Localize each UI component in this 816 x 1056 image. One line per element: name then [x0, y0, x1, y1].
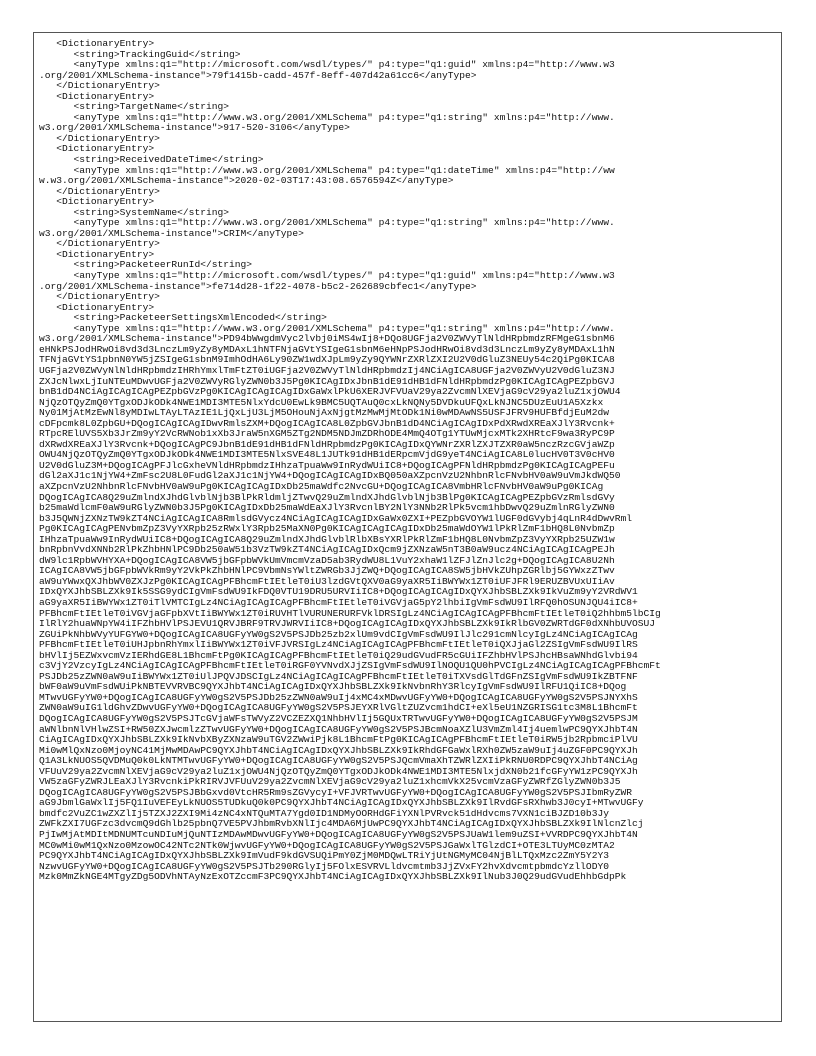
xml-text-line: <string>PacketeerSettingsXmlEncoded</string> [39, 313, 327, 324]
xml-text-line: Ny01MjAtMzEwNl8yMDIwLTAyLTAzIE1LjQxLjU3LjM5OHouNjAxNjgtMzMwMjMtODk1Ni0wMDAwNS5USFJFRV9HUFBfdjEuM2dw [39, 408, 609, 419]
xml-text-line: bnRpbnVvdXNNb2RlPkZhbHNlPC9Db250aW51b3VzTW9kZT4NCiAgICAgIDxQcm9jZXNzaW5nT3B0aW9ucz4NCiAgICAgICAgPEJh [39, 545, 615, 556]
xml-text-line: IDxQYXJhbSBLZXk9Ik5SSG9ydCIgVmFsdWU9IkFDQ0VTU19DRU5URVIiIC8+DQogICAgICAgIDxQYXJhbSBLZXk9IkVuZm9yY2VRdWV1 [39, 587, 638, 598]
xml-text-line: <anyType xmlns:q1="http://www.w3.org/2001/XMLSchema" p4:type="q1:string" xmlns:p4="http://www. [39, 112, 615, 123]
xml-text-line: PFBhcmFtIEtleT0iVGVjaGFpbXVtIiBWYWx1ZT0iRUVHTlVURUNERURFVklDRSIgLz4NCiAgICAgICAgPFBhcmFtIEtleT0iQ2hhbm5lbCIg [39, 608, 661, 619]
xml-text-line: <DictionaryEntry> [39, 91, 155, 102]
xml-text-line: IHhzaTpuaWw9InRydWUiIC8+DQogICAgICA8Q29uZmlndXJhdGlvblRlbXBsYXRlPkRlZmF1bHQ8L0NvbmZpZ3VyYXRpb25UZW1w [39, 534, 615, 545]
xml-text-line: aWNlbnNlVHlwZSI+RW50ZXJwcmlzZTwvUGFyYW0+DQogICAgICA8UGFyYW0gS2V5PSJBcmNoaXZlU3VmZml4Ij4uemlwPC9QYXJhbT4N [39, 724, 638, 735]
xml-text-line: ICAgICA8VW5jbGFpbWVkRm9yY2VkPkZhbHNlPC9VbmNsYWltZWRGb3JjZWQ+DQogICAgICA8SW5jbHVkZUhpZGRlbj5GYWxzZTwv [39, 566, 615, 577]
xml-text-line: TFNjaGVtYS1pbnN0YW5jZSIgeG1sbnM9ImhOdHA6Ly90ZW1wdXJpLm9yZy9QYWNrZXRlZXI2U2V0dGluZ3NEUy54c2QiPg0KICA8 [39, 355, 615, 366]
xml-text-line: <DictionaryEntry> [39, 144, 155, 155]
xml-text-block [39, 39, 777, 883]
xml-text-line: OWU4NjQzOTQyZmQ0YTgxODJkODk4NWE1MDI3MTE5NlxSVE48L1JUTk91dHB1dERpcmVjdG9yeT4NCiAgICA8L0lucHV0T3V0cHV0 [39, 450, 615, 461]
xml-text-line: <anyType xmlns:q1="http://www.w3.org/2001/XMLSchema" p4:type="q1:dateTime" xmlns:p4="http://ww [39, 165, 615, 176]
xml-text-line: <string>TrackingGuid</string> [39, 49, 241, 60]
xml-text-line: PjIwMjAtMDItMDNUMTcuNDIuMjQuNTIzMDAwMDwvUGFyYW0+DQogICAgICA8UGFyYW0gS2V5PSJUaW1lem9uZSI+VVRDPC9QYXJhbT4N [39, 830, 638, 841]
xml-text-line: PSJDb25zZWN0aW9uIiBWYWx1ZT0iUlJPQVJDSCIgLz4NCiAgICAgICAgPFBhcmFtIEtleT0iTXVsdGlTdGFnZSIgVmFsdWU9IkZBTFNF [39, 671, 638, 682]
xml-text-line: eHNkPSJodHRwOi8vd3d3LnczLm9yZy8yMDAxL1hNTFNjaGVtYSIgeG1sbnM6eHNpPSJodHRwOi8vd3d3LnczLm9yZy8yMDAxL1hN [39, 344, 615, 355]
xml-text-line: Mi0wMlQxNzo0MjoyNC41MjMwMDAwPC9QYXJhbT4NCiAgICAgIDxQYXJhbSBLZXk9IkRhdGFGaWxlRXh0ZW5zaW9uIj4uZGF0PC9QYXJh [39, 745, 638, 756]
xml-text-line: ZXJcNlwxLjIuNTEuMDwvUGFja2V0ZWVyRGlyZWN0b3J5Pg0KICAgIDxJbnB1dE91dHB1dFNldHRpbmdzPg0KICAgICAgPEZpbGVJ [39, 376, 615, 387]
xml-text-line: Mzk0MmZkNGE4MTgyZDg5ODVhNTAyNzExOTZccmF3PC9QYXJhbT4NCiAgICAgIDxQYXJhbSBLZXk9IlNub3J0Q29udGVudEhhbGdpPk [39, 872, 627, 883]
xml-text-line: MC0wMi0wM1QxNzo0MzowOC42NTc2NTk0WjwvUGFyYW0+DQogICAgICA8UGFyYW0gS2V5PSJGaWxlTGlzdCI+OTE3LTUyMC0zMTA2 [39, 840, 615, 851]
xml-text-line: aG9JbmlGaWxlIj5FQ1IuVEFEyLkNUOS5TUDkuQ0k0PC9QYXJhbT4NCiAgICAgIDxQYXJhbSBLZXk9IlRvdGFsRXhwb3J0cyI+MTwvUGFy [39, 798, 644, 809]
document-frame [33, 32, 782, 1022]
xml-text-line: <anyType xmlns:q1="http://microsoft.com/wsdl/types/" p4:type="q1:guid" xmlns:p4="http://www.w3 [39, 271, 615, 282]
xml-text-line: <anyType xmlns:q1="http://www.w3.org/2001/XMLSchema" p4:type="q1:string" xmlns:p4="http://www. [39, 218, 615, 229]
xml-text-line: bHVlIj5EZWxvcmVzIERhdGE8L1BhcmFtPg0KICAgICAgPFBhcmFtIEtleT0iQ29udGVudFR5cGUiIFZhbHVlPSJhcHBsaWNhdGlvbi94 [39, 650, 638, 661]
xml-text-line: </DictionaryEntry> [39, 81, 160, 92]
xml-text-line: dXRwdXREaXJlY3Rvcnk+DQogICAgPC9JbnB1dE91dHB1dFNldHRpbmdzPg0KICAgIDxQYWNrZXRlZXJTZXR0aW5nczRzcGVjaWZp [39, 439, 615, 450]
xml-text-line: Q1A3LkNUOS5QVDMuQ0k0LkNTMTwvUGFyYW0+DQogICAgICA8UGFyYW0gS2V5PSJQcmVmaXhTZWRlZXIiPkRNU0RDPC9QYXJhbT4NCiAg [39, 756, 638, 767]
xml-text-line: UGFja2V0ZWVyNlNldHRpbmdzIHRhYmxlTmFtZT0iUGFja2V0ZWVyTlNldHRpbmdzIj4NCiAgICA8UGFja2V0ZWVyU2V0dGluZ3NJ [39, 365, 615, 376]
xml-text-line: DQogICAgICA8UGFyYW0gS2V5PSJBbGxvd0VtcHR5Rm9sZGVycyI+VFJVRTwvUGFyYW0+DQogICAgICA8UGFyYW0gS2V5PSJIbmRyZWR [39, 787, 632, 798]
xml-text-line: ZGUiPkNhbWVyYUFGYW0+DQogICAgICA8UGFyYW0gS2V5PSJDb25zb2xlUm9vdCIgVmFsdWU9IlJlc291cmNlcyIgLz4NCiAgICAgICAg [39, 629, 638, 640]
xml-text-line: w3.org/2001/XMLSchema-instance">CRIM</anyType> [39, 228, 304, 239]
xml-text-line: </DictionaryEntry> [39, 292, 160, 303]
xml-text-line: RTpcRElUVS5Xb3JrZm9yY2VcRWNob1xXb3JraW5nXGM5ZTg2NDM5NDJmZDRhODE4MmQ4OTg1YTUwMjcxMTk2XHRtcF9wa3RyPC9P [39, 429, 615, 440]
xml-text-line: dW9lc1RpbWVHYXA+DQogICAgICA8VW5jbGFpbWVkUmVmcmVzaD5ab3RydWU8L1VuY2xhaW1lZFJlZnJlc2g+DQogICAgICA8U2Nh [39, 555, 615, 566]
xml-text-line: bmdfc2VuZC1wZXZlIj5TZXJ2ZXI9Mi4zNC4xNTQuMTA7Ygd0ID1NDMyOORHdGFiYXNlPVRvck51dHdvcms7VXN1ciBJZD10b3Jy [39, 808, 609, 819]
xml-text-line: DQogICAgICA8UGFyYW0gS2V5PSJTcGVjaWFsTWVyZ2VCZEZXQ1NhbHVlIj5GQUxTRTwvUGFyYW0+DQogICAgICA8UGFyYW0gS2V5PSJM [39, 714, 638, 724]
xml-text-line: PC9QYXJhbT4NCiAgICAgIDxQYXJhbSBLZXk9ImVudF9kdGVSUQiPmY0ZjM0MDQwLTRiYjUtNGMyMC04NjBlLTQxMzc2ZmY5Y2Y3 [39, 851, 609, 862]
xml-text-line: <anyType xmlns:q1="http://microsoft.com/wsdl/types/" p4:type="q1:guid" xmlns:p4="http://www.w3 [39, 60, 615, 71]
xml-text-line: <anyType xmlns:q1="http://www.w3.org/2001/XMLSchema" p4:type="q1:string" xmlns:p4="http://www. [39, 323, 615, 334]
xml-text-line: PFBhcmFtIEtleT0iUHJpbnRhYmxlIiBWYWx1ZT0iVFJVRSIgLz4NCiAgICAgICAgPFBhcmFtIEtleT0iQXJjaGl2ZSIgVmFsdWU9IlRS [39, 640, 638, 651]
xml-text-line: <DictionaryEntry> [39, 39, 155, 49]
xml-text-line: <string>PacketeerRunId</string> [39, 260, 253, 271]
xml-text-line: ZWFkZXI7UGFzc3dvcmQ9dGhlb25pbnQ7VE5PVJhbmRvbXNlIjc4MDA6MjUwPC9QYXJhbT4NCiAgICAgIDxQYXJhbSBLZXk9IlNlcnZlcj [39, 819, 644, 830]
xml-text-line: dGl2aXJ1c1NjYW4+ZmFsc2U8L0FudGl2aXJ1c1NjYW4+DQogICAgICAgIDxBQ050aXZpcnVzU2NhbnRlcFNvbHV0aW9uVmJkdWQ50 [39, 471, 621, 482]
xml-text-line: IlRlY2huaWNpYW4iIFZhbHVlPSJEVU1QRVJBRF9TRVJWRVIiIC8+DQogICAgICAgIDxQYXJhbSBLZXk9IkRlbGV0ZWRTdGF0dXNhbUVOSUJ [39, 619, 656, 630]
xml-text-line: </DictionaryEntry> [39, 133, 160, 144]
xml-text-line: w.w3.org/2001/XMLSchema-instance">2020-02-03T17:43:08.6576594Z</anyType> [39, 176, 454, 187]
xml-text-line: U2V0dGluZ3M+DQogICAgPFJlcGxheVNldHRpbmdzIHhzaTpuaWw9InRydWUiIC8+DQogICAgPFNldHRpbmdzPg0KICAgICAgPEFu [39, 460, 615, 471]
xml-text-line: <string>SystemName</string> [39, 207, 229, 218]
xml-text-line: </DictionaryEntry> [39, 186, 160, 197]
xml-text-line: c3VjY2VzcyIgLz4NCiAgICAgICAgPFBhcmFtIEtleT0iRGF0YVNvdXJjZSIgVmFsdWU9IlNOQU1QU0hPVCIgLz4NCiAgICAgICAgPFBhcmFt [39, 661, 661, 672]
xml-text-line: <string>TargetName</string> [39, 102, 229, 113]
xml-text-line: DQogICAgICA8Q29uZmlndXJhdGlvblNjb3BlPkRldmljZTwvQ29uZmlndXJhdGlvblNjb3BlPg0KICAgICAgPEZpbGVzRmlsdGVy [39, 492, 615, 503]
xml-text-line: </DictionaryEntry> [39, 239, 160, 250]
xml-text-line: CiAgICAgIDxQYXJhbSBLZXk9IkNvbXByZXNzaW9uTGV2ZWwiPjk8L1BhcmFtPg0KICAgICAgPFBhcmFtIEtleT0iRW5jb2RpbmciPlVU [39, 735, 638, 746]
xml-text-line: ZWN0aW9uIG1ldGhvZDwvUGFyYW0+DQogICAgICA8UGFyYW0gS2V5PSJEYXRlVGltZUZvcm1hdCI+eXl5eU1NZGRISG1tc3M8L1BhcmFt [39, 703, 638, 714]
xml-text-line: VFUuV29ya2ZvcmNlXEVjaG9cV29ya2luZ1xjOWU4NjQzOTQyZmQ0YTgxODJkODk4NWE1MDI3MTE5NlxjdXN0b21fcGFyYW1zPC9QYXJh [39, 766, 638, 777]
xml-text-line: <string>ReceivedDateTime</string> [39, 155, 264, 166]
xml-text-line: <DictionaryEntry> [39, 249, 155, 260]
xml-text-line: .org/2001/XMLSchema-instance">fe714d28-1f22-4078-b5c2-262689cbfec1</anyType> [39, 281, 477, 292]
xml-text-line: aW9uYWwxQXJhbWV0ZXJzPg0KICAgICAgPFBhcmFtIEtleT0iU3lzdGVtQXV0aG9yaXR5IiBWYWx1ZT0iUFJFRl9ERUZBVUxUIiAv [39, 576, 615, 587]
xml-text-line: NzwvUGFyYW0+DQogICAgICA8UGFyYW0gS2V5PSJTb290RGlyIj5FOlxESVRVLldvcmtmb3JjZVxFY2hvXdvcmtpbmdcYzllODY0 [39, 861, 609, 872]
xml-text-line: aXZpcnVzU2NhbnRlcFNvbHV0aW9uPg0KICAgICAgIDxDb25maWdfc2NvcGU+DQogICAgICA8VmbHRlcFNvbHV0aW9uPg0KICAg [39, 481, 604, 492]
xml-text-line: <DictionaryEntry> [39, 302, 155, 313]
xml-text-line: bWF0aW9uVmFsdWUiPkNBTEVVRVBC9QYXJhbT4NCiAgICAgIDxQYXJhbSBLZXk9IkNvbnRhY3RlcyIgVmFsdWU9IlRFU1QiIC8+DQog [39, 682, 627, 693]
xml-text-line: bnB1dD4NCiAgICAgICAgPEZpbGVzPg0KICAgICAgICAgIDxGaWxlPkU6XERJVFVUaV29ya2ZvcmNlXEVjaG9cV29ya2luZ1xjOWU4 [39, 387, 621, 398]
xml-text-line: .org/2001/XMLSchema-instance">79f1415b-cadd-457f-8eff-407d42a61cc6</anyType> [39, 70, 477, 81]
xml-text-line: cDFpcmk8L0ZpbGU+DQogICAgICAgIDwvRmlsZXM+DQogICAgICA8L0ZpbGVJbnB1dD4NCiAgICAgIDxPdXRwdXREaXJlY3Rvcnk+ [39, 418, 615, 429]
xml-text-line: b3J5QWNjZXNzTW9kZT4NCiAgICAgICA8RmlsdGVycz4NCiAgICAgICAgIDxGaWx0ZXI+PEZpbGVOYW1lUGF0dGVybj4qLnR4dDwvRml [39, 513, 632, 524]
xml-text-line: b25maWdlcmF0aW9uRGlyZWN0b3J5Pg0KICAgIDxDb25maWdEaXJlY3RvcnlBY2NlY3NNb2RlPk5vcm1hbDwvQ29uZmlnRGlyZWN0 [39, 503, 615, 514]
xml-text-line: w3.org/2001/XMLSchema-instance">PD94bWwgdmVyc2lvbj0iMS4wIj8+DQo8UGFja2V0ZWVyTlNldHRpbmdzRFMgeG1sbnM6 [39, 334, 615, 345]
xml-text-line: w3.org/2001/XMLSchema-instance">917-520-3106</anyType> [39, 123, 350, 134]
xml-text-line: aG9yaXR5IiBWYWx1ZT0iTlVMTCIgLz4NCiAgICAgICAgPFBhcmFtIEtleT0iVGVjaG5pY2lhbiIgVmFsdWU9IlRFQ0hOSUNJQU4iIC8+ [39, 597, 638, 608]
xml-text-line: <DictionaryEntry> [39, 197, 155, 208]
xml-text-line: MTwvUGFyYW0+DQogICAgICA8UGFyYW0gS2V5PSJDb25zZWN0aW9uIj4xMC4xMDwvUGFyYW0+DQogICAgICA8UGFyYW0gS2V5PSJNYXhS [39, 692, 638, 703]
xml-text-line: VW5zaGFyZWRJLEaXJlY3RvcnkiPkRIRVJVFUuV29ya2ZvcmNlXEVjaG9cV29ya2luZ1xhcmVkX25vcmVzaGFyZWRfZGlyZWN0b3J5 [39, 777, 621, 788]
xml-text-line: Pg0KICAgICAgPENvbmZpZ3VyYXRpb25zRWxlY3Rpb25MaXN0Pg0KICAgICAgICAgIDxDb25maWdOYW1lPkRlZmF1bHQ8L0NvbmZp [39, 524, 615, 535]
xml-text-line: NjQzOTQyZmQ0YTgxODJkODk4NWE1MDI3MTE5NlxYdcU0EwLk9BMC5UQTAuQ0cxLkNQNy5DVDkuUFQxLkNJNC5DUzEuU1A5Xzkx [39, 397, 604, 408]
